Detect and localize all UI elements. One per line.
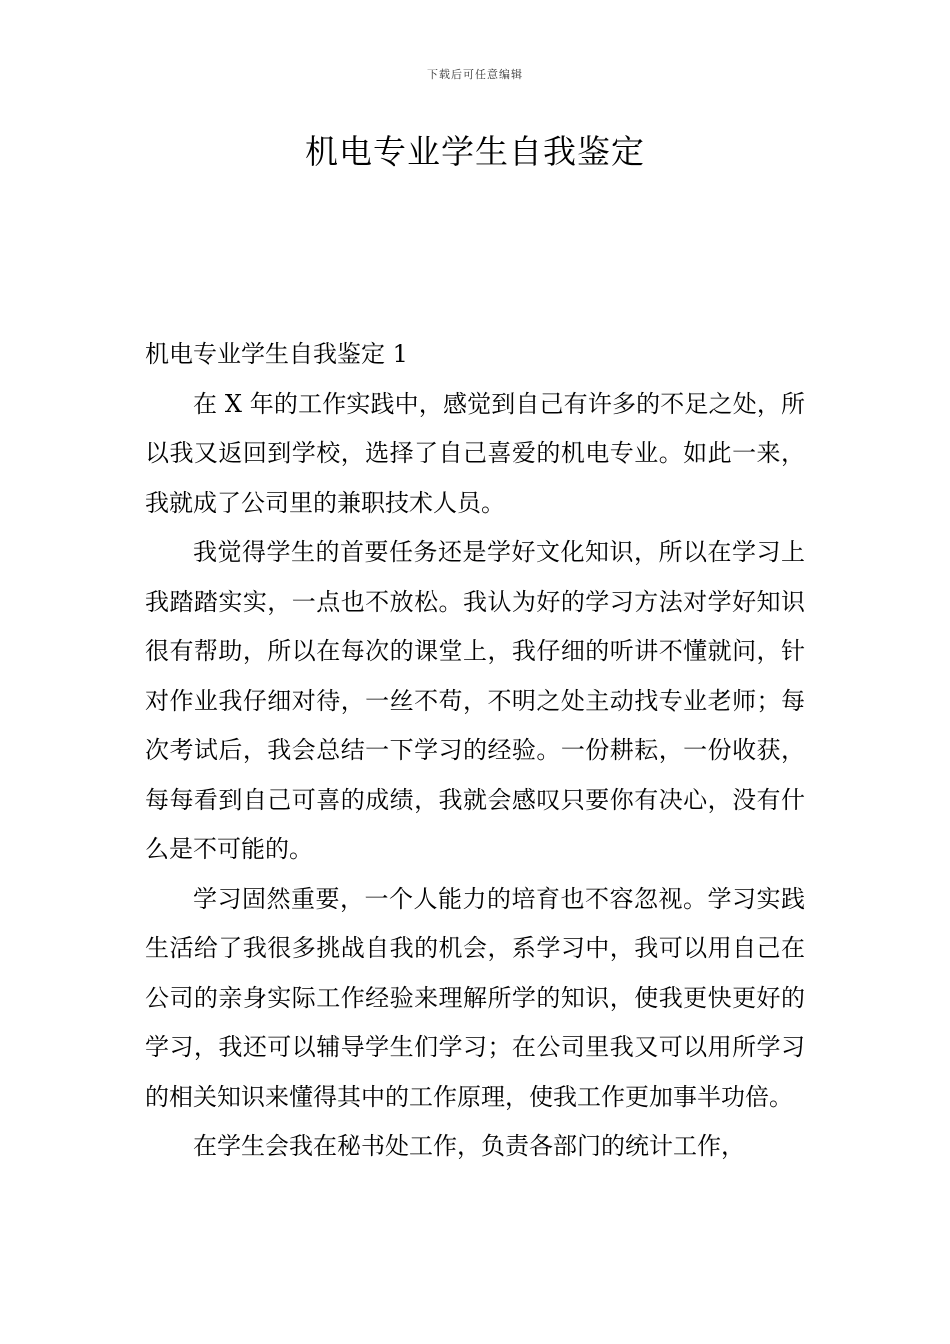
paragraph-2: 我觉得学生的首要任务还是学好文化知识，所以在学习上我踏踏实实，一点也不放松。我认为好的学习方法对学好知识很有帮助，所以在每次的课堂上，我仔细的听讲不懂就问，针对作业我仔细对待，一丝不苟，不明之处主动找专业老师；每次考试后，我会总结一下学习的经验。一份耕耘，一份收获，每每看到自己可喜的成绩，我就会感叹只要你有决心，没有什么是不可能的。 [145,538,805,863]
paragraph-3: 学习固然重要，一个人能力的培育也不容忽视。学习实践生活给了我很多挑战自我的机会，系学习中，我可以用自己在公司的亲身实际工作经验来理解所学的知识，使我更快更好的学习，我还可以辅导学生们学习；在公司里我又可以用所学习的相关知识来懂得其中的工作原理，使我工作更加事半功倍。 [145,884,805,1111]
document-body [145,330,805,1172]
section-heading: 机电专业学生自我鉴定 1 [145,340,408,368]
document-title: 机电专业学生自我鉴定 [305,132,645,171]
paragraph-1: 在 X 年的工作实践中，感觉到自己有许多的不足之处，所以我又返回到学校，选择了自己喜爱的机电专业。如此一来，我就成了公司里的兼职技术人员。 [145,389,805,517]
header-note: 下载后可任意编辑 [427,68,523,81]
paragraph-4: 在学生会我在秘书处工作，负责各部门的统计工作， [193,1132,745,1160]
